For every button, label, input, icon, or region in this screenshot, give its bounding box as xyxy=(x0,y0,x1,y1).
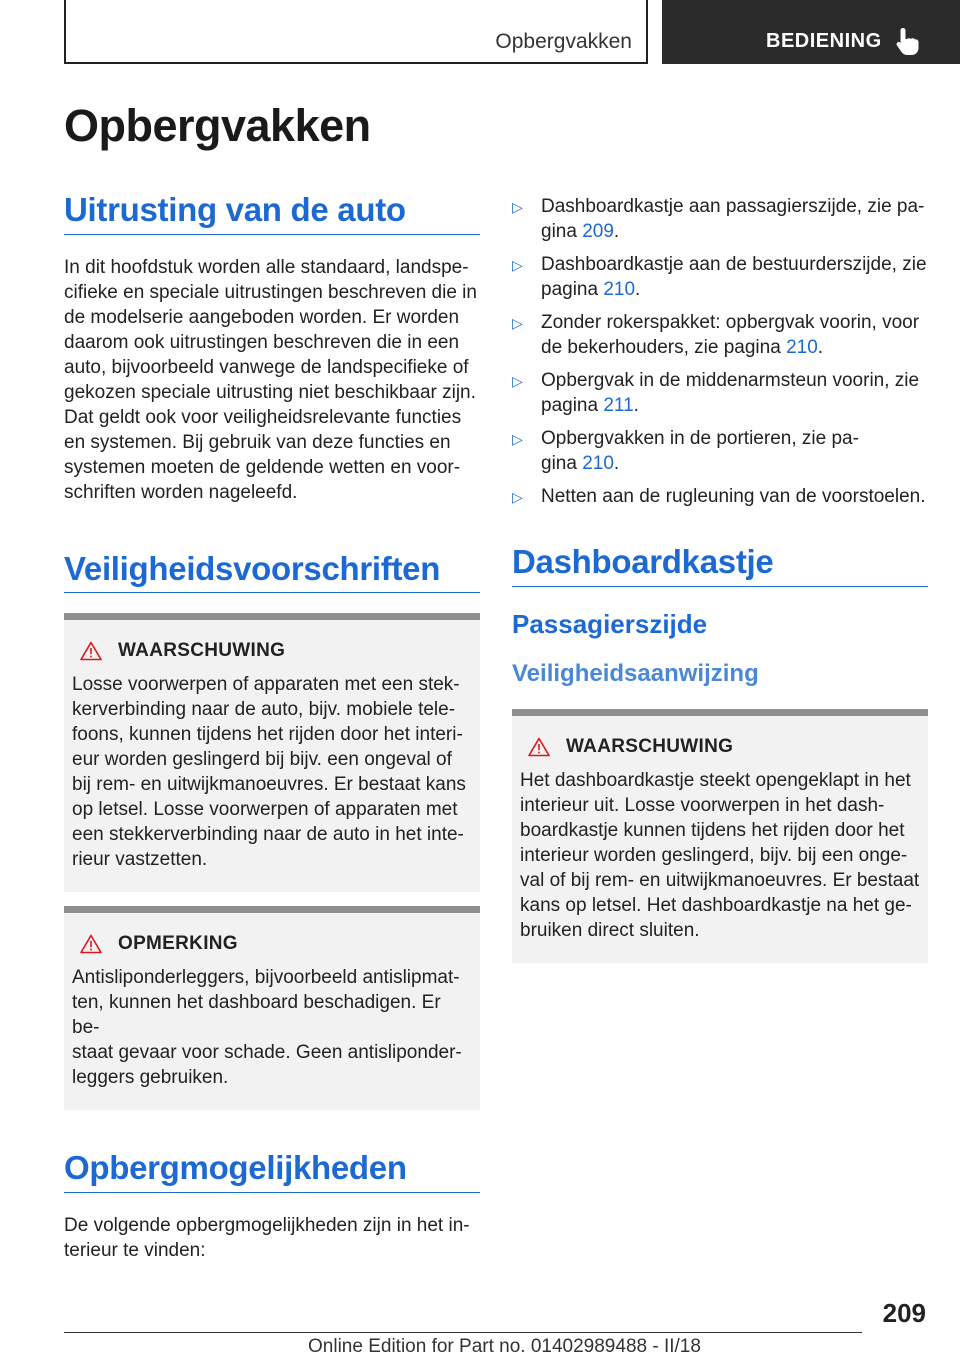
page-link[interactable]: 210 xyxy=(786,337,818,358)
heading-safety-note: Veiligheidsaanwijzing xyxy=(512,659,759,687)
warning-text: Losse voorwerpen of apparaten met een stek- kerverbinding naar de auto, bijv. mobiele tele- foons, kunnen tijdens het rijden door het interi- eur worden geslingerd bij bijv. een ongeval of bij rem- en uitwijkmanoeuvres. Er bestaat kans op letsel. Losse voorwerpen of apparaten met een stekkerverbinding naar de auto in het inte- rieur vastzetten. xyxy=(72,674,466,871)
left-column xyxy=(64,190,480,1263)
bullet-triangle-icon: ▷ xyxy=(512,315,523,331)
notice-title: OPMERKING xyxy=(118,933,238,955)
warning-text: Het dashboardkastje steekt opengeklapt in het interieur uit. Losse voorwerpen in het dash- boardkastje kunnen tijdens het rijden door het interieur worden geslingerd, bijv. bij een onge- val of bij rem- en uitwijkmanoeuvres. Er bestaat kans op letsel. Het dashboardkastje na het ge- bruiken direct sluiten. xyxy=(520,769,920,941)
bullet-triangle-icon: ▷ xyxy=(512,257,523,273)
warning-triangle-icon xyxy=(80,641,102,661)
header-chapter-tab xyxy=(662,0,960,64)
paragraph-equipment: In dit hoofdstuk worden alle standaard, landspe- cifieke en speciale uitrustingen beschreven die in de modelserie aangeboden worden. Er worden daarom ook uitrustingen beschreven die in een auto, bijvoorbeeld vanwege de landspecifieke of gekozen speciale uitrusting niet beschikbaar zijn. Dat geldt ook voor veiligheidsrelevante functies en systemen. Bij gebruik van deze functies en systemen moeten de geldende wetten en voor- schriften worden nageleefd. xyxy=(64,256,477,503)
list-item: ▷ Dashboardkastje aan de bestuurderszijde, zie pagina 210. xyxy=(512,254,927,300)
list-item: ▷ Opbergvakken in de portieren, zie pa- gina 210. xyxy=(512,428,859,474)
header-chapter-title: BEDIENING xyxy=(766,30,882,52)
footer-edition: Online Edition for Part no. 01402989488 - II/18 xyxy=(308,1336,701,1357)
list-item: ▷ Netten aan de rugleuning van de voorstoelen. xyxy=(512,484,928,510)
page-link[interactable]: 210 xyxy=(603,279,636,300)
page-number: 209 xyxy=(882,1298,926,1328)
list-item: ▷ Dashboardkastje aan passagierszijde, zie pa- gina 209. xyxy=(512,196,925,242)
warning-box-glovebox xyxy=(512,709,928,963)
storage-list xyxy=(512,194,928,510)
warning-box-loose-objects xyxy=(64,613,480,892)
heading-safety-rules: Veiligheidsvoorschriften xyxy=(64,549,480,594)
bullet-triangle-icon: ▷ xyxy=(512,199,523,215)
page-link[interactable]: 210 xyxy=(582,453,614,474)
heading-passenger-side: Passagierszijde xyxy=(512,608,708,639)
notice-box-antislip xyxy=(64,906,480,1110)
page-link[interactable]: 209 xyxy=(582,221,614,242)
heading-equipment: Uitrusting van de auto xyxy=(64,190,480,235)
heading-glovebox: Dashboardkastje xyxy=(512,542,928,587)
pointing-hand-icon xyxy=(894,26,922,56)
paragraph-storage-options: De volgende opbergmogelijkheden zijn in het in- terieur te vinden: xyxy=(64,1214,470,1261)
header-section-tab xyxy=(64,0,648,64)
list-item: ▷ Zonder rokerspakket: opbergvak voorin, voor de bekerhouders, zie pagina 210. xyxy=(512,312,920,358)
right-column xyxy=(512,194,928,963)
warning-title: WAARSCHUWING xyxy=(566,735,734,757)
bullet-triangle-icon: ▷ xyxy=(512,431,523,447)
warning-triangle-icon xyxy=(528,737,550,757)
bullet-triangle-icon: ▷ xyxy=(512,489,523,505)
warning-triangle-icon xyxy=(80,934,102,954)
list-item: ▷ Opbergvak in de middenarmsteun voorin, zie pagina 211. xyxy=(512,370,920,416)
page-link[interactable]: 211 xyxy=(603,395,634,416)
header-section-title: Opbergvakken xyxy=(495,30,632,53)
page-title: Opbergvakken xyxy=(64,100,371,151)
heading-storage-options: Opbergmogelijkheden xyxy=(64,1148,480,1193)
warning-title: WAARSCHUWING xyxy=(118,640,286,662)
footer-divider xyxy=(64,1332,862,1333)
bullet-triangle-icon: ▷ xyxy=(512,373,523,389)
notice-text: Antisliponderleggers, bijvoorbeeld antislipmat- ten, kunnen het dashboard beschadigen. Er be- staat gevaar voor schade. Geen antisliponder- leggers gebruiken. xyxy=(72,967,462,1089)
